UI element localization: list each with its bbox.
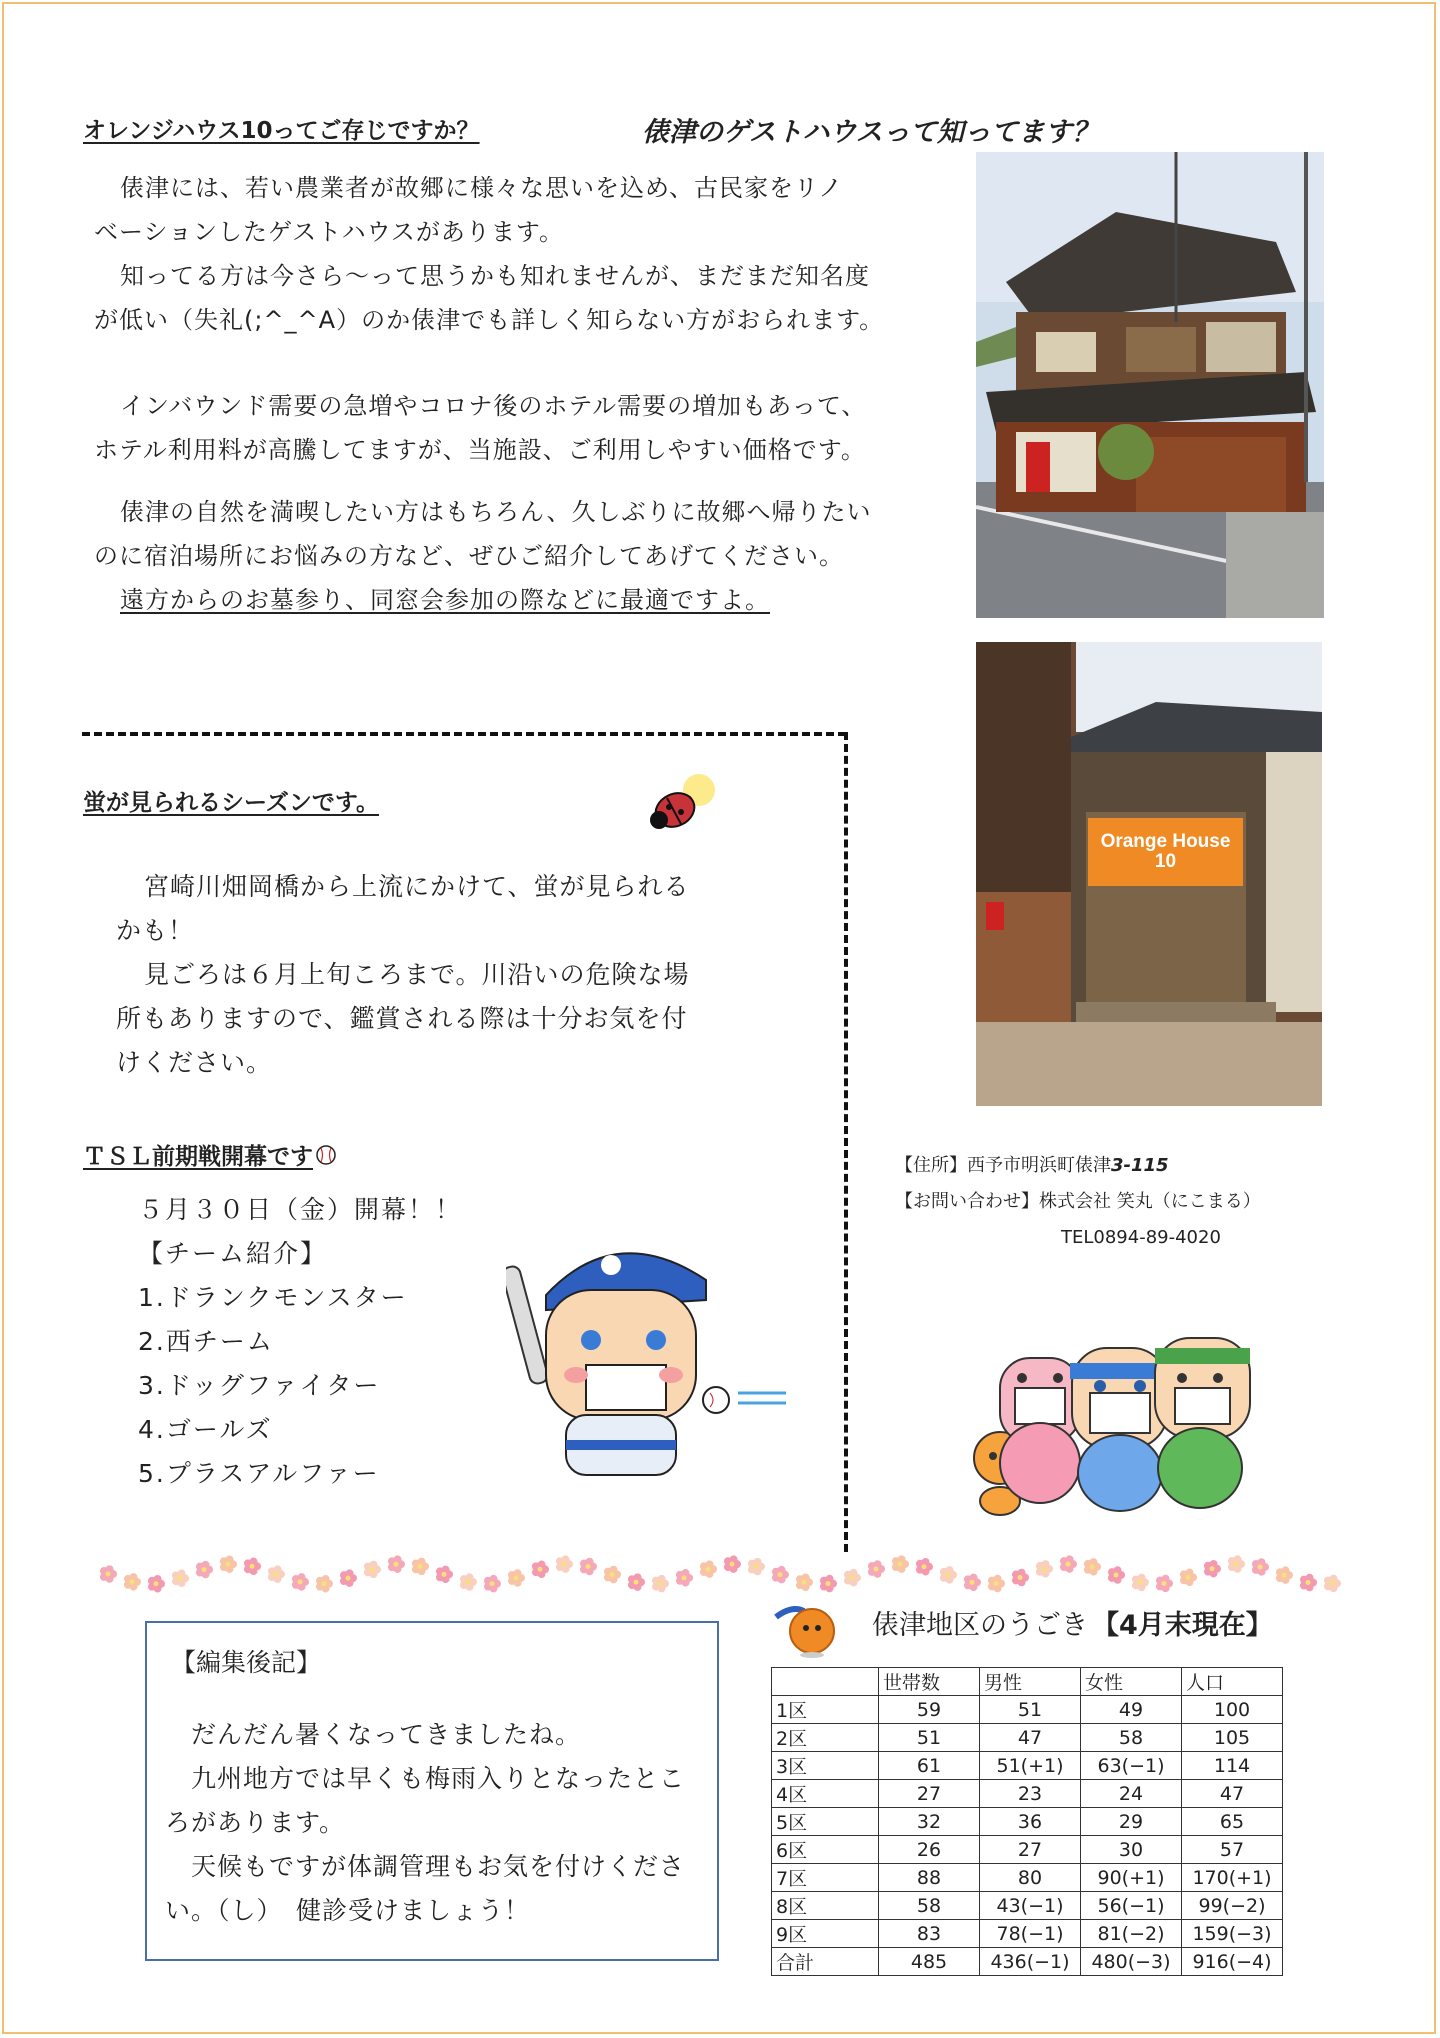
flower-icon: [484, 1575, 501, 1593]
table-cell: 58: [1081, 1724, 1182, 1752]
flower-icon: [1060, 1555, 1077, 1573]
column-header: [772, 1668, 879, 1696]
orange-house-heading: オレンジハウス10ってご存じですか？: [83, 118, 480, 144]
flower-icon: [796, 1573, 813, 1591]
flower-icon: [460, 1573, 477, 1591]
table-cell: 43(−1): [980, 1892, 1081, 1920]
table-cell: 81(−2): [1081, 1920, 1182, 1948]
flower-icon: [940, 1566, 957, 1584]
team-item: 2.西チーム: [138, 1327, 274, 1356]
paragraph-line: ホテル利用料が高騰してますが、当施設、ご利用しやすい価格です。: [94, 436, 866, 464]
table-cell: 485: [879, 1948, 980, 1976]
table-cell: 80: [980, 1864, 1081, 1892]
firefly-body: [116, 865, 690, 1085]
table-cell: 23: [980, 1780, 1081, 1808]
table-row: [772, 1892, 1283, 1920]
column-header: 男性: [980, 1668, 1081, 1696]
firefly-line: 宮崎川畑岡橋から上流にかけて、蛍が見られる: [144, 872, 690, 901]
noren-curtain: [1088, 818, 1243, 886]
flower-icon: [724, 1555, 741, 1573]
table-cell: 57: [1182, 1836, 1283, 1864]
column-header: 人口: [1182, 1668, 1283, 1696]
firefly-line: かも！: [116, 916, 195, 945]
flower-icon: [1012, 1569, 1029, 1587]
table-cell: 436(−1): [980, 1948, 1081, 1976]
table-cell: 480(−3): [1081, 1948, 1182, 1976]
table-row: [772, 1780, 1283, 1808]
tsl-opening: ５月３０日（金）開幕！！: [138, 1195, 463, 1224]
row-label: 4区: [772, 1780, 879, 1808]
editor-note-box: [145, 1621, 719, 1961]
flower-icon: [100, 1565, 117, 1583]
flower-icon: [844, 1569, 861, 1587]
address-label: 【住所】西予市明浜町俵津: [895, 1155, 1111, 1176]
section-divider-vertical: [844, 732, 848, 1552]
flower-icon: [964, 1574, 981, 1592]
contact-block: [895, 1148, 1261, 1256]
orange-house-body: [94, 166, 944, 622]
table-cell: 56(−1): [1081, 1892, 1182, 1920]
table-cell: 63(−1): [1081, 1752, 1182, 1780]
table-row: [772, 1948, 1283, 1976]
flower-icon: [868, 1560, 885, 1578]
team-item: 1.ドランクモンスター: [138, 1283, 408, 1312]
row-label: 合計: [772, 1948, 879, 1976]
paragraph-line: 俵津の自然を満喫したい方はもちろん、久しぶりに故郷へ帰りたい: [120, 498, 872, 526]
flower-icon: [772, 1566, 789, 1584]
table-row: [772, 1864, 1283, 1892]
editor-line: だんだん暑くなってきましたね。: [191, 1720, 582, 1749]
inquiry-label: 【お問い合わせ】株式会社 笑丸（にこまる）: [895, 1191, 1261, 1212]
editor-note-body: [165, 1713, 705, 1933]
flower-icon: [1036, 1560, 1053, 1578]
editor-line: ろがあります。: [165, 1808, 346, 1837]
editor-line: 天候もですが体調管理もお気を付けくださ: [191, 1852, 686, 1881]
flower-icon: [1084, 1558, 1101, 1576]
table-cell: 29: [1081, 1808, 1182, 1836]
table-cell: 47: [980, 1724, 1081, 1752]
table-cell: 916(−4): [1182, 1948, 1283, 1976]
team-intro-heading: 【チーム紹介】: [138, 1239, 328, 1268]
paragraph-line: ベーションしたゲストハウスがあります。: [94, 218, 564, 246]
orange-mascot-icon: [772, 1595, 837, 1660]
table-cell: 24: [1081, 1780, 1182, 1808]
editor-line: 九州地方では早くも梅雨入りとなったとこ: [191, 1764, 686, 1793]
flower-icon: [1108, 1566, 1125, 1584]
table-cell: 88: [879, 1864, 980, 1892]
flower-icon: [916, 1558, 933, 1576]
table-row: [772, 1920, 1283, 1948]
paragraph-line: 知ってる方は今さら〜って思うかも知れませんが、まだまだ知名度: [120, 262, 870, 290]
paragraph-line: インバウンド需要の急増やコロナ後のホテル需要の増加もあって、: [120, 392, 867, 420]
flower-icon: [700, 1560, 717, 1578]
editor-note-heading: 【編集後記】: [171, 1648, 322, 1677]
flower-icon: [1204, 1560, 1221, 1578]
stats-title: [872, 1603, 1273, 1642]
flower-icon: [652, 1575, 669, 1593]
flower-icon: [532, 1561, 549, 1579]
editor-line: い。（し） 健診受けましょう！: [165, 1896, 531, 1925]
flower-icon: [436, 1566, 453, 1584]
flower-icon: [1276, 1566, 1293, 1584]
flower-icon: [820, 1575, 837, 1593]
table-cell: 30: [1081, 1836, 1182, 1864]
table-cell: 59: [879, 1696, 980, 1724]
table-cell: 170(+1): [1182, 1864, 1283, 1892]
firefly-icon: [637, 772, 717, 842]
flower-icon: [1156, 1575, 1173, 1593]
table-cell: 27: [980, 1836, 1081, 1864]
flower-icon: [148, 1575, 165, 1593]
flower-icon: [124, 1573, 141, 1591]
flower-icon: [1300, 1574, 1317, 1592]
flower-icon: [268, 1565, 285, 1583]
table-cell: 51(+1): [980, 1752, 1081, 1780]
stats-as-of: 【4月末現在】: [1092, 1610, 1273, 1641]
table-cell: 58: [879, 1892, 980, 1920]
table-cell: 47: [1182, 1780, 1283, 1808]
flower-icon: [508, 1569, 525, 1587]
flower-icon: [1324, 1575, 1341, 1593]
table-cell: 61: [879, 1752, 980, 1780]
row-label: 2区: [772, 1724, 879, 1752]
row-label: 6区: [772, 1836, 879, 1864]
tel-number: TEL0894-89-4020: [1061, 1227, 1221, 1248]
table-cell: 26: [879, 1836, 980, 1864]
tsl-heading-text: ＴＳＬ前期戦開幕です: [83, 1144, 313, 1170]
flower-icon: [1228, 1555, 1245, 1573]
flower-icon: [220, 1555, 237, 1573]
table-cell: 159(−3): [1182, 1920, 1283, 1948]
mascot-family-illustration: [960, 1318, 1260, 1518]
flower-icon: [1180, 1569, 1197, 1587]
flower-icon: [388, 1555, 405, 1573]
flower-icon: [580, 1558, 597, 1576]
population-table: [771, 1667, 1283, 1976]
flower-icon: [1132, 1574, 1149, 1592]
team-item: 5.プラスアルファー: [138, 1459, 380, 1488]
row-label: 3区: [772, 1752, 879, 1780]
address-number: 3-115: [1111, 1155, 1169, 1176]
guesthouse-entrance-photo: [976, 642, 1322, 1106]
table-row: [772, 1836, 1283, 1864]
column-header: 女性: [1081, 1668, 1182, 1696]
table-cell: 36: [980, 1808, 1081, 1836]
table-cell: 114: [1182, 1752, 1283, 1780]
flower-icon: [676, 1569, 693, 1587]
table-cell: 51: [980, 1696, 1081, 1724]
flower-icon: [1252, 1558, 1269, 1576]
stats-title-text: 俵津地区のうごき: [872, 1610, 1088, 1641]
firefly-line: 所もありますので、鑑賞される際は十分お気を付: [116, 1004, 688, 1033]
paragraph-line: が低い（失礼(;^_^A）のか俵津でも詳しく知らない方がおられます。: [94, 306, 885, 334]
table-cell: 78(−1): [980, 1920, 1081, 1948]
column-header: 世帯数: [879, 1668, 980, 1696]
table-row: [772, 1752, 1283, 1780]
flower-icon: [340, 1569, 357, 1587]
flower-icon: [244, 1558, 261, 1576]
tsl-body: [138, 1188, 462, 1496]
row-label: 7区: [772, 1864, 879, 1892]
baseball-icon: [315, 1144, 337, 1166]
team-item: 3.ドッグファイター: [138, 1371, 381, 1400]
table-cell: 105: [1182, 1724, 1283, 1752]
firefly-line: けください。: [116, 1048, 273, 1077]
flower-icon: [172, 1570, 189, 1588]
flower-icon: [364, 1561, 381, 1579]
table-cell: 51: [879, 1724, 980, 1752]
flower-icon: [892, 1555, 909, 1573]
table-header-row: [772, 1668, 1283, 1696]
flower-icon: [292, 1573, 309, 1591]
table-row: [772, 1724, 1283, 1752]
guesthouse-tagline: 俵津のゲストハウスって知ってます？: [642, 117, 1099, 148]
flower-icon: [412, 1558, 429, 1576]
section-divider: [82, 732, 846, 736]
flower-icon: [748, 1558, 765, 1576]
table-cell: 32: [879, 1808, 980, 1836]
flower-icon: [628, 1573, 645, 1591]
table-row: [772, 1808, 1283, 1836]
row-label: 5区: [772, 1808, 879, 1836]
flower-icon: [604, 1566, 621, 1584]
guesthouse-exterior-photo: [976, 152, 1324, 618]
table-cell: 99(−2): [1182, 1892, 1283, 1920]
flower-icon: [196, 1561, 213, 1579]
noren-sign-text: Orange House 10: [1100, 831, 1231, 872]
table-cell: 83: [879, 1920, 980, 1948]
table-cell: 65: [1182, 1808, 1283, 1836]
table-cell: 90(+1): [1081, 1864, 1182, 1892]
flower-icon: [316, 1575, 333, 1593]
row-label: 8区: [772, 1892, 879, 1920]
table-cell: 100: [1182, 1696, 1283, 1724]
population-table-wrap: [771, 1667, 1283, 1976]
table-cell: 49: [1081, 1696, 1182, 1724]
team-item: 4.ゴールズ: [138, 1415, 273, 1444]
row-label: 1区: [772, 1696, 879, 1724]
flower-icon: [988, 1575, 1005, 1593]
table-row: [772, 1696, 1283, 1724]
batter-mascot-illustration: [506, 1225, 796, 1495]
flower-icon: [556, 1555, 573, 1573]
paragraph-line-highlight: 遠方からのお墓参り、同窓会参加の際などに最適ですよ。: [120, 586, 770, 614]
row-label: 9区: [772, 1920, 879, 1948]
flower-garland-decoration: [98, 1550, 1343, 1598]
firefly-heading: 蛍が見られるシーズンです。: [83, 790, 380, 816]
table-cell: 27: [879, 1780, 980, 1808]
tsl-heading: [83, 1138, 337, 1171]
paragraph-line: のに宿泊場所にお悩みの方など、ぜひご紹介してあげてください。: [94, 542, 844, 570]
paragraph-line: 俵津には、若い農業者が故郷に様々な思いを込め、古民家をリノ: [120, 174, 844, 202]
firefly-line: 見ごろは６月上旬ころまで。川沿いの危険な場: [144, 960, 690, 989]
